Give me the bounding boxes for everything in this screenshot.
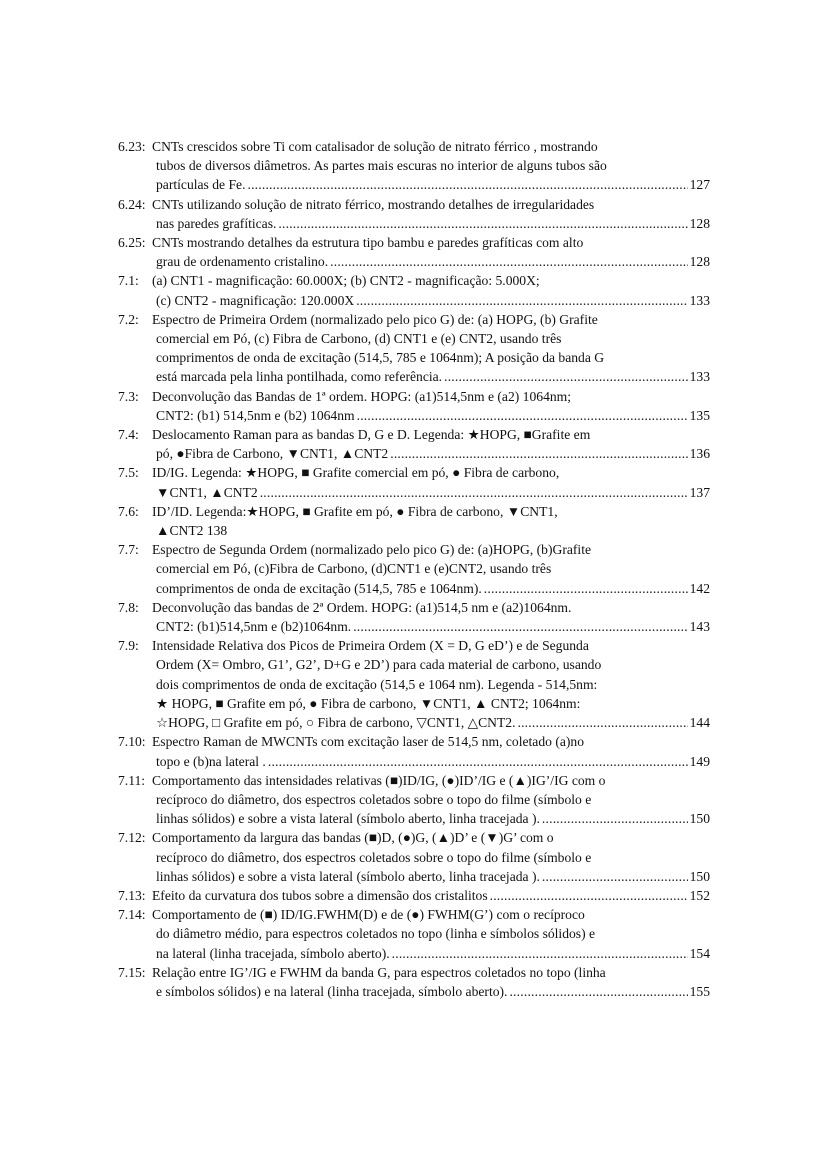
page-number: 150 [689,868,710,884]
figure-entry [118,886,710,905]
figure-entry [118,905,710,963]
figure-entry [118,310,710,387]
page-number: 128 [689,215,710,231]
figure-entry [118,540,710,598]
page-number: 127 [689,177,710,193]
figure-number: 7.4: [118,427,139,443]
page-number: 144 [689,715,710,731]
figure-caption-line: ID’/ID. Legenda:★HOPG, ■ Grafite em pó, ● Fibra de carbono, ▼CNT1, [152,503,558,519]
figure-caption-line: Comportamento da largura das bandas (■)D, (●)G, (▲)D’ e (▼)G’ com o [152,830,554,846]
page-number: 142 [689,580,710,596]
figure-caption-leader-line [152,483,710,502]
figure-caption-leader-line [152,944,710,963]
dot-leader [509,982,687,1001]
figure-caption-last-line: partículas de Fe. [156,177,246,193]
figure-entry [118,502,710,540]
figure-number: 7.3: [118,388,139,404]
page-number: 149 [689,753,710,769]
dot-leader [517,713,687,732]
dot-leader [444,367,688,386]
figure-entry [118,233,710,271]
dot-leader [260,483,688,502]
figure-number: 7.8: [118,599,139,615]
figure-caption-line: Ordem (X= Ombro, G1’, G2’, D+G e 2D’) para cada material de carbono, usando [156,657,602,673]
figure-caption-leader-line [152,252,710,271]
figure-caption-line: Deconvolução das Bandas de 1ª ordem. HOPG: (a1)514,5nm e (a2) 1064nm; [152,388,572,404]
figure-caption-line: dois comprimentos de onda de excitação (514,5 e 1064 nm). Legenda - 514,5nm: [156,676,598,692]
figure-caption-leader-line [152,291,710,310]
figure-caption-line: Espectro de Primeira Ordem (normalizado pelo pico G) de: (a) HOPG, (b) Grafite [152,311,598,327]
page-number: 128 [689,254,710,270]
figure-caption-line: comercial em Pó, (c) Fibra de Carbono, (d) CNT1 e (e) CNT2, usando três [156,331,562,347]
figure-caption-line: Intensidade Relativa dos Picos de Primeira Ordem (X = D, G eD’) e de Segunda [152,638,589,654]
figure-caption-line: (a) CNT1 - magnificação: 60.000X; (b) CNT2 - magnificação: 5.000X; [152,273,540,289]
dot-leader [484,579,688,598]
figure-caption-line: Comportamento de (■) ID/IG.FWHM(D) e de (●) FWHM(G’) com o recíproco [152,907,585,923]
figure-caption-last-line: comprimentos de onda de excitação (514,5, 785 e 1064nm). [156,580,482,596]
page-number: 136 [689,446,710,462]
dot-leader [490,886,688,905]
figure-caption-last-line: está marcada pela linha pontilhada, como referência. [156,369,443,385]
figure-entry [118,425,710,463]
dot-leader [390,444,687,463]
figure-number: 7.11: [118,772,146,788]
figure-number: 7.13: [118,887,146,903]
figure-caption-line: ID/IG. Legenda: ★HOPG, ■ Grafite comercial em pó, ● Fibra de carbono, [152,465,560,481]
figure-caption-leader-line [152,579,710,598]
figure-number: 7.6: [118,503,139,519]
figure-caption-line: CNTs crescidos sobre Ti com catalisador de solução de nitrato férrico , mostrando [152,139,598,154]
page-number: 133 [689,292,710,308]
figure-number: 7.9: [118,638,139,654]
figure-number: 6.25: [118,235,146,251]
figure-caption-line: recíproco do diâmetro, dos espectros coletados sobre o topo do filme (símbolo e [156,849,592,865]
figure-caption-last-line: CNT2: (b1) 514,5nm e (b2) 1064nm [156,407,355,423]
dot-leader [357,406,688,425]
figure-entry [118,598,710,636]
figure-caption-line: do diâmetro médio, para espectros coletados no topo (linha e símbolos sólidos) e [156,926,596,942]
figure-entry [118,732,710,770]
figure-caption-leader-line [152,444,710,463]
figure-caption-leader-line [152,752,710,771]
figure-entry [118,387,710,425]
figure-caption-line: tubos de diversos diâmetros. As partes mais escuras no interior de alguns tubos são [156,158,607,174]
figure-caption-leader-line [152,367,710,386]
figure-caption-last-line: pó, ●Fibra de Carbono, ▼CNT1, ▲CNT2 [156,446,389,462]
dot-leader [542,809,688,828]
list-of-figures [118,137,710,1001]
figure-entry [118,195,710,233]
dot-leader [278,214,687,233]
figure-caption-last-line: ☆HOPG, □ Grafite em pó, ○ Fibra de carbono, ▽CNT1, △CNT2. [156,715,516,731]
page-number: 133 [689,369,710,385]
page-number: 154 [689,945,710,961]
page-number: 143 [689,619,710,635]
figure-entry [118,636,710,732]
figure-caption-last-line: nas paredes grafíticas. [156,215,277,231]
figure-caption-last-line: (c) CNT2 - magnificação: 120.000X [156,292,355,308]
figure-caption-line: ★ HOPG, ■ Grafite em pó, ● Fibra de carbono, ▼CNT1, ▲ CNT2; 1064nm: [156,695,581,711]
figure-number: 6.23: [118,139,146,154]
figure-caption-line: comercial em Pó, (c)Fibra de Carbono, (d)CNT1 e (e)CNT2, usando três [156,561,552,577]
dot-leader [356,291,687,310]
figure-number: 7.10: [118,734,146,750]
figure-caption-line: Comportamento das intensidades relativas (■)ID/IG, (●)ID’/IG e (▲)IG’/IG com o [152,772,606,788]
figure-caption-leader-line [152,886,710,905]
figure-caption-last-line: e símbolos sólidos) e na lateral (linha tracejada, símbolo aberto). [156,983,508,999]
figure-caption-line: Deconvolução das bandas de 2ª Ordem. HOPG: (a1)514,5 nm e (a2)1064nm. [152,599,572,615]
figure-entry [118,828,710,886]
figure-caption-line: CNTs utilizando solução de nitrato férrico, mostrando detalhes de irregularidades [152,196,595,212]
page-number: 135 [689,407,710,423]
figure-number: 7.14: [118,907,146,923]
figure-caption-line: Espectro Raman de MWCNTs com excitação laser de 514,5 nm, coletado (a)no [152,734,585,750]
figure-number: 7.5: [118,465,139,481]
figure-caption-last-line: linhas sólidos) e sobre a vista lateral (símbolo aberto, linha tracejada ). [156,868,540,884]
figure-caption-last-line: linhas sólidos) e sobre a vista lateral (símbolo aberto, linha tracejada ). [156,811,540,827]
figure-number: 6.24: [118,196,146,212]
figure-entry [118,463,710,501]
figure-caption-leader-line [152,617,710,636]
figure-caption-line: Espectro de Segunda Ordem (normalizado pelo pico G) de: (a)HOPG, (b)Grafite [152,542,592,558]
figure-caption-line: recíproco do diâmetro, dos espectros coletados sobre o topo do filme (símbolo e [156,791,592,807]
figure-entry [118,771,710,829]
figure-number: 7.12: [118,830,146,846]
dot-leader [268,752,688,771]
figure-caption-line: comprimentos de onda de excitação (514,5, 785 e 1064nm); A posição da banda G [156,350,605,366]
dot-leader [330,252,687,271]
dot-leader [247,175,687,194]
figure-caption-last-line: ▼CNT1, ▲CNT2 [156,484,258,500]
figure-caption-last-line: Efeito da curvatura dos tubos sobre a dimensão dos cristalitos [152,887,488,903]
figure-caption-last-line: na lateral (linha tracejada, símbolo aberto). [156,945,390,961]
figure-caption-leader-line [152,175,710,194]
figure-caption-leader-line [152,982,710,1001]
figure-caption-leader-line [152,867,710,886]
page-number: 137 [689,484,710,500]
figure-caption-leader-line [152,809,710,828]
figure-caption-leader-line [152,214,710,233]
figure-caption-line: Deslocamento Raman para as bandas D, G e D. Legenda: ★HOPG, ■Grafite em [152,427,591,443]
figure-caption-line: CNTs mostrando detalhes da estrutura tipo bambu e paredes grafíticas com alto [152,235,584,251]
figure-caption-last-line: topo e (b)na lateral . [156,753,266,769]
figure-caption-leader-line [152,713,710,732]
figure-number: 7.15: [118,964,146,980]
figure-entry [118,963,710,1001]
figure-entry [118,137,710,195]
page-number: 150 [689,811,710,827]
page-number: 155 [689,983,710,999]
figure-caption-line: ▲CNT2 138 [156,523,228,539]
figure-caption-last-line: CNT2: (b1)514,5nm e (b2)1064nm. [156,619,352,635]
dot-leader [392,944,688,963]
dot-leader [353,617,687,636]
figure-caption-last-line: grau de ordenamento cristalino. [156,254,329,270]
figure-number: 7.1: [118,273,139,289]
dot-leader [542,867,688,886]
page-number: 152 [689,887,710,903]
figure-caption-line: Relação entre IG’/IG e FWHM da banda G, para espectros coletados no topo (linha [152,964,606,980]
figure-caption-leader-line [152,406,710,425]
figure-number: 7.2: [118,311,139,327]
figure-entry [118,271,710,309]
figure-number: 7.7: [118,542,139,558]
